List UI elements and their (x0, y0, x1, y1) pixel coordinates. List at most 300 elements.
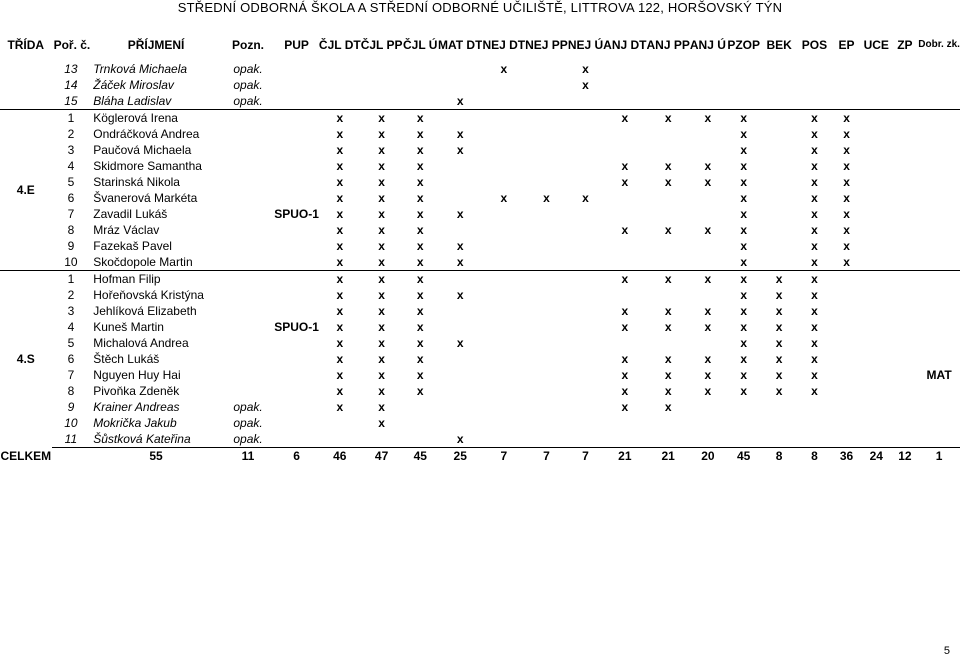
mark-cell: x (378, 191, 385, 205)
mark-cell (603, 126, 646, 142)
mark-cell (797, 61, 832, 77)
table-row (0, 190, 960, 206)
mark-cell: x (843, 175, 850, 189)
mark-cell: x (775, 352, 783, 366)
col-header: ANJ PP (646, 38, 690, 52)
mark-cell: x (740, 111, 748, 125)
mark-cell (892, 367, 919, 383)
mark-cell (525, 222, 568, 238)
mark-cell: x (740, 127, 748, 141)
mark-cell: x (843, 239, 850, 253)
pup-cell (274, 61, 319, 77)
mark-cell: x (336, 207, 344, 221)
mark-cell (361, 77, 403, 93)
mark-cell (832, 399, 861, 415)
total-row (0, 448, 960, 465)
mark-cell: x (416, 304, 424, 318)
col-header: ANJ Ú (689, 38, 726, 52)
col-header: UCE (863, 38, 889, 52)
mark-cell (361, 61, 403, 77)
mark-cell (832, 319, 861, 335)
mark-cell (438, 319, 482, 335)
row-number: 9 (67, 400, 75, 414)
mark-cell: x (664, 368, 672, 382)
row-number: 10 (52, 254, 91, 271)
note-cell: opak. (233, 78, 263, 92)
pup-cell (274, 351, 319, 367)
mark-cell (892, 142, 919, 158)
mark-cell: x (416, 272, 424, 286)
table-row (0, 77, 960, 93)
pup-cell (274, 190, 319, 206)
mark-cell (603, 61, 646, 77)
mark-cell: x (456, 207, 464, 221)
mark-cell: x (456, 143, 464, 157)
mark-cell (892, 399, 919, 415)
mark-cell: x (811, 368, 818, 382)
mark-cell (761, 399, 796, 415)
note-cell (222, 238, 274, 254)
mark-cell: x (378, 143, 385, 157)
mark-cell: x (416, 191, 424, 205)
mark-cell: x (704, 272, 712, 286)
note-cell: opak. (222, 93, 274, 110)
mark-cell: x (336, 111, 344, 125)
mark-cell (861, 415, 892, 431)
mark-cell: x (416, 159, 424, 173)
mark-cell: x (378, 288, 385, 302)
note-cell: opak. (233, 416, 263, 430)
total-value: 45 (413, 449, 427, 463)
mark-cell (861, 383, 892, 399)
mark-cell (861, 431, 892, 448)
mark-cell (568, 254, 603, 271)
row-number: 7 (67, 207, 75, 221)
table-row (0, 61, 960, 77)
mark-cell: x (416, 175, 424, 189)
mark-cell (832, 77, 861, 93)
mark-cell: x (621, 384, 629, 398)
student-name: Štěch Lukáš (93, 352, 160, 366)
pup-cell (274, 335, 319, 351)
mark-cell: x (843, 191, 850, 205)
col-header: Pozn. (232, 38, 265, 52)
note-cell (222, 158, 274, 174)
row-number: 8 (67, 384, 75, 398)
mark-cell: x (811, 272, 818, 286)
mark-cell (525, 335, 568, 351)
mark-cell (690, 126, 726, 142)
mark-cell (861, 142, 892, 158)
mark-cell: x (740, 352, 748, 366)
mark-cell: x (336, 143, 344, 157)
mark-cell (918, 158, 960, 174)
class-label: 4.E (0, 110, 52, 271)
page-title: STŘEDNÍ ODBORNÁ ŠKOLA A STŘEDNÍ ODBORNÉ UČILIŠTĚ, LITTROVA 122, HORŠOVSKÝ TÝN (177, 0, 783, 15)
mark-cell: x (378, 207, 385, 221)
mark-cell (525, 351, 568, 367)
mark-cell (568, 126, 603, 142)
mark-cell: x (843, 207, 850, 221)
pup-cell (274, 174, 319, 190)
row-number: 4 (67, 320, 75, 334)
mark-cell: x (336, 288, 344, 302)
mark-cell (525, 93, 568, 110)
total-value: 6 (293, 449, 300, 463)
mark-cell (482, 238, 525, 254)
mark-cell: x (416, 223, 424, 237)
total-value: 1 (935, 449, 943, 463)
mark-cell (892, 415, 919, 431)
mark-cell (918, 238, 960, 254)
mark-cell (892, 61, 919, 77)
note-cell (222, 254, 274, 271)
mark-cell (761, 158, 796, 174)
mark-cell (761, 110, 796, 127)
mark-cell: x (621, 223, 629, 237)
note-cell (222, 319, 274, 335)
class-label (0, 61, 52, 110)
mark-cell (832, 335, 861, 351)
mark-cell (690, 287, 726, 303)
mark-cell (647, 206, 690, 222)
mark-cell: x (843, 127, 850, 141)
mark-cell (568, 431, 603, 448)
table-row (0, 206, 960, 222)
mark-cell: x (811, 304, 818, 318)
mark-cell (603, 206, 646, 222)
mark-cell (892, 431, 919, 448)
mark-cell (761, 222, 796, 238)
mark-cell (861, 335, 892, 351)
mark-cell (361, 93, 403, 110)
mark-cell (892, 126, 919, 142)
mark-cell (892, 93, 919, 110)
total-value: 21 (661, 449, 675, 463)
mark-cell: x (740, 272, 748, 286)
mark-cell: x (740, 239, 748, 253)
mark-cell (892, 271, 919, 288)
mark-cell (761, 142, 796, 158)
mark-cell (892, 351, 919, 367)
row-number: 14 (64, 78, 78, 92)
mark-cell: x (438, 93, 482, 110)
student-name: Zavadil Lukáš (93, 207, 168, 221)
mark-cell (525, 142, 568, 158)
mark-cell: x (704, 384, 712, 398)
mark-cell: x (797, 254, 832, 271)
mark-cell (647, 431, 690, 448)
mark-cell: x (621, 272, 629, 286)
mark-cell: x (500, 62, 508, 76)
mark-cell (482, 93, 525, 110)
mark-cell (761, 61, 796, 77)
pup-cell (274, 271, 319, 288)
mark-cell (892, 174, 919, 190)
mark-cell (525, 174, 568, 190)
col-header: ČJL DT (318, 38, 361, 52)
col-header: MAT DT (438, 38, 483, 52)
mark-cell: x (416, 368, 424, 382)
mark-cell (861, 61, 892, 77)
mark-cell (918, 319, 960, 335)
mark-cell: x (416, 384, 424, 398)
mark-cell (438, 190, 482, 206)
pup-cell (274, 254, 319, 271)
mark-cell: x (416, 239, 424, 253)
mark-cell: x (336, 304, 344, 318)
mark-cell (403, 415, 439, 431)
total-value: 47 (374, 449, 389, 463)
mark-cell: x (740, 304, 748, 318)
mark-cell (726, 93, 762, 110)
total-value: 45 (737, 449, 751, 463)
mark-cell (603, 287, 646, 303)
mark-cell (482, 431, 525, 448)
mark-cell: x (775, 336, 783, 350)
mark-cell (690, 238, 726, 254)
mark-cell (647, 254, 690, 271)
table-row (0, 142, 960, 158)
mark-cell (647, 415, 690, 431)
mark-cell (861, 158, 892, 174)
mark-cell (892, 222, 919, 238)
pup-cell (274, 399, 319, 415)
table-row (0, 158, 960, 174)
mark-cell (603, 93, 646, 110)
mark-cell (832, 351, 861, 367)
mark-cell: x (378, 127, 385, 141)
mark-cell (918, 287, 960, 303)
mark-cell: x (378, 400, 385, 414)
note-cell (222, 287, 274, 303)
mark-cell: x (811, 143, 818, 157)
mark-cell (892, 254, 919, 271)
mark-cell: x (843, 159, 850, 173)
col-header: PZOP (727, 38, 761, 52)
student-name: Trnková Michaela (93, 62, 188, 76)
mark-cell: x (456, 127, 464, 141)
mark-cell (603, 254, 646, 271)
mark-cell (690, 399, 726, 415)
table-row (0, 126, 960, 142)
mark-cell (861, 287, 892, 303)
mark-cell: x (336, 336, 344, 350)
mark-cell: x (456, 239, 464, 253)
table-row (0, 287, 960, 303)
total-value: 36 (839, 449, 854, 463)
mark-cell (568, 351, 603, 367)
mark-cell: x (378, 175, 385, 189)
student-name: Pivoňka Zdeněk (93, 384, 180, 398)
mark-cell: x (361, 254, 403, 271)
mark-cell: x (378, 239, 385, 253)
note-cell (222, 190, 274, 206)
row-number: 1 (67, 272, 75, 286)
mark-cell (482, 271, 525, 288)
mark-cell (761, 415, 796, 431)
total-value: 8 (811, 449, 818, 463)
mark-cell (761, 126, 796, 142)
student-name: Köglerová Irena (93, 111, 178, 125)
mark-cell: x (621, 320, 629, 334)
table-row (0, 351, 960, 367)
mark-cell: x (704, 320, 712, 334)
mark-cell: x (775, 320, 783, 334)
mark-cell: x (843, 143, 850, 157)
total-value: 20 (701, 449, 715, 463)
mark-cell: x (740, 223, 748, 237)
total-spacer (52, 448, 91, 465)
mark-cell (438, 110, 482, 127)
mark-cell: x (582, 62, 589, 76)
pup-cell (274, 431, 319, 448)
mark-cell (525, 271, 568, 288)
table-row (0, 110, 960, 127)
mark-cell: x (664, 175, 672, 189)
mark-cell: x (811, 223, 818, 237)
mark-cell (603, 77, 646, 93)
mark-cell (690, 415, 726, 431)
mark-cell: x (378, 111, 385, 125)
mark-cell (647, 77, 690, 93)
table-row (0, 335, 960, 351)
col-header: NEJ PP (525, 38, 568, 52)
mark-cell (403, 61, 439, 77)
mark-cell (319, 415, 361, 431)
mark-cell: x (811, 175, 818, 189)
mark-cell (482, 383, 525, 399)
mark-cell (482, 174, 525, 190)
student-name: Krainer Andreas (93, 400, 180, 414)
row-number: 5 (67, 336, 75, 350)
mark-cell (918, 222, 960, 238)
mark-cell (482, 287, 525, 303)
mark-cell: x (621, 159, 629, 173)
mark-cell (832, 287, 861, 303)
mark-cell (918, 142, 960, 158)
mark-cell (892, 206, 919, 222)
header-row (0, 29, 960, 61)
mark-cell (918, 399, 960, 415)
mark-cell (761, 206, 796, 222)
mark-cell (603, 415, 646, 431)
mark-cell (761, 238, 796, 254)
mark-cell: x (704, 159, 712, 173)
mark-cell: x (811, 336, 818, 350)
mark-cell (918, 61, 960, 77)
mark-cell (647, 287, 690, 303)
student-name: Mráz Václav (93, 223, 160, 237)
pup-cell (274, 303, 319, 319)
table-row (0, 415, 960, 431)
mark-cell (892, 383, 919, 399)
mark-cell (525, 303, 568, 319)
mark-cell (647, 335, 690, 351)
mark-cell: x (336, 127, 344, 141)
col-header: ČJL Ú (403, 38, 438, 52)
pup-cell (274, 238, 319, 254)
note-cell: opak. (233, 62, 263, 76)
student-name: Bláha Ladislav (90, 93, 222, 110)
mark-cell: x (740, 384, 748, 398)
total-value: 24 (869, 449, 883, 463)
row-number: 6 (67, 352, 75, 366)
mark-cell (918, 110, 960, 127)
mark-cell (568, 335, 603, 351)
mark-cell (892, 335, 919, 351)
student-name: Žáček Miroslav (93, 78, 174, 92)
mark-cell (918, 415, 960, 431)
note-cell (222, 335, 274, 351)
mark-cell (647, 142, 690, 158)
mark-cell (690, 431, 726, 448)
col-header: BEK (766, 38, 792, 52)
mark-cell (361, 431, 403, 448)
pup-cell (274, 367, 319, 383)
mark-cell (568, 399, 603, 415)
mark-cell (690, 206, 726, 222)
mark-cell (438, 174, 482, 190)
mark-cell (482, 206, 525, 222)
mark-cell (568, 110, 603, 127)
col-header: NEJ Ú (567, 38, 604, 52)
mark-cell (861, 174, 892, 190)
table-row (0, 367, 960, 383)
mark-cell: x (704, 175, 712, 189)
mark-cell: x (811, 239, 818, 253)
mark-cell: x (378, 416, 385, 430)
mark-cell (525, 287, 568, 303)
mark-cell (482, 222, 525, 238)
mark-cell (525, 367, 568, 383)
mark-cell (861, 254, 892, 271)
exam-table (0, 29, 960, 464)
mark-cell (438, 61, 482, 77)
note-cell (222, 383, 274, 399)
mark-cell (918, 335, 960, 351)
mark-cell (525, 110, 568, 127)
total-value: 7 (582, 449, 589, 463)
mark-cell (568, 415, 603, 431)
mark-cell (892, 110, 919, 127)
mark-cell (525, 431, 568, 448)
mark-cell: x (438, 431, 482, 448)
mark-cell: x (843, 111, 850, 125)
mark-cell: x (336, 191, 344, 205)
mark-cell: x (621, 352, 629, 366)
mark-cell (690, 254, 726, 271)
mark-cell: x (704, 111, 712, 125)
mark-cell (647, 126, 690, 142)
mark-cell: x (664, 304, 672, 318)
mark-cell (603, 190, 646, 206)
mark-cell: x (336, 175, 344, 189)
mark-cell (438, 158, 482, 174)
mark-cell: x (775, 304, 783, 318)
mark-cell (832, 303, 861, 319)
mark-cell (482, 415, 525, 431)
student-name: Hofman Filip (93, 272, 161, 286)
mark-cell (761, 77, 796, 93)
total-value: 12 (898, 449, 912, 463)
mark-cell: MAT (926, 368, 952, 382)
mark-cell (319, 77, 361, 93)
mark-cell (482, 335, 525, 351)
note-cell (222, 142, 274, 158)
mark-cell: x (500, 191, 508, 205)
note-cell (222, 367, 274, 383)
